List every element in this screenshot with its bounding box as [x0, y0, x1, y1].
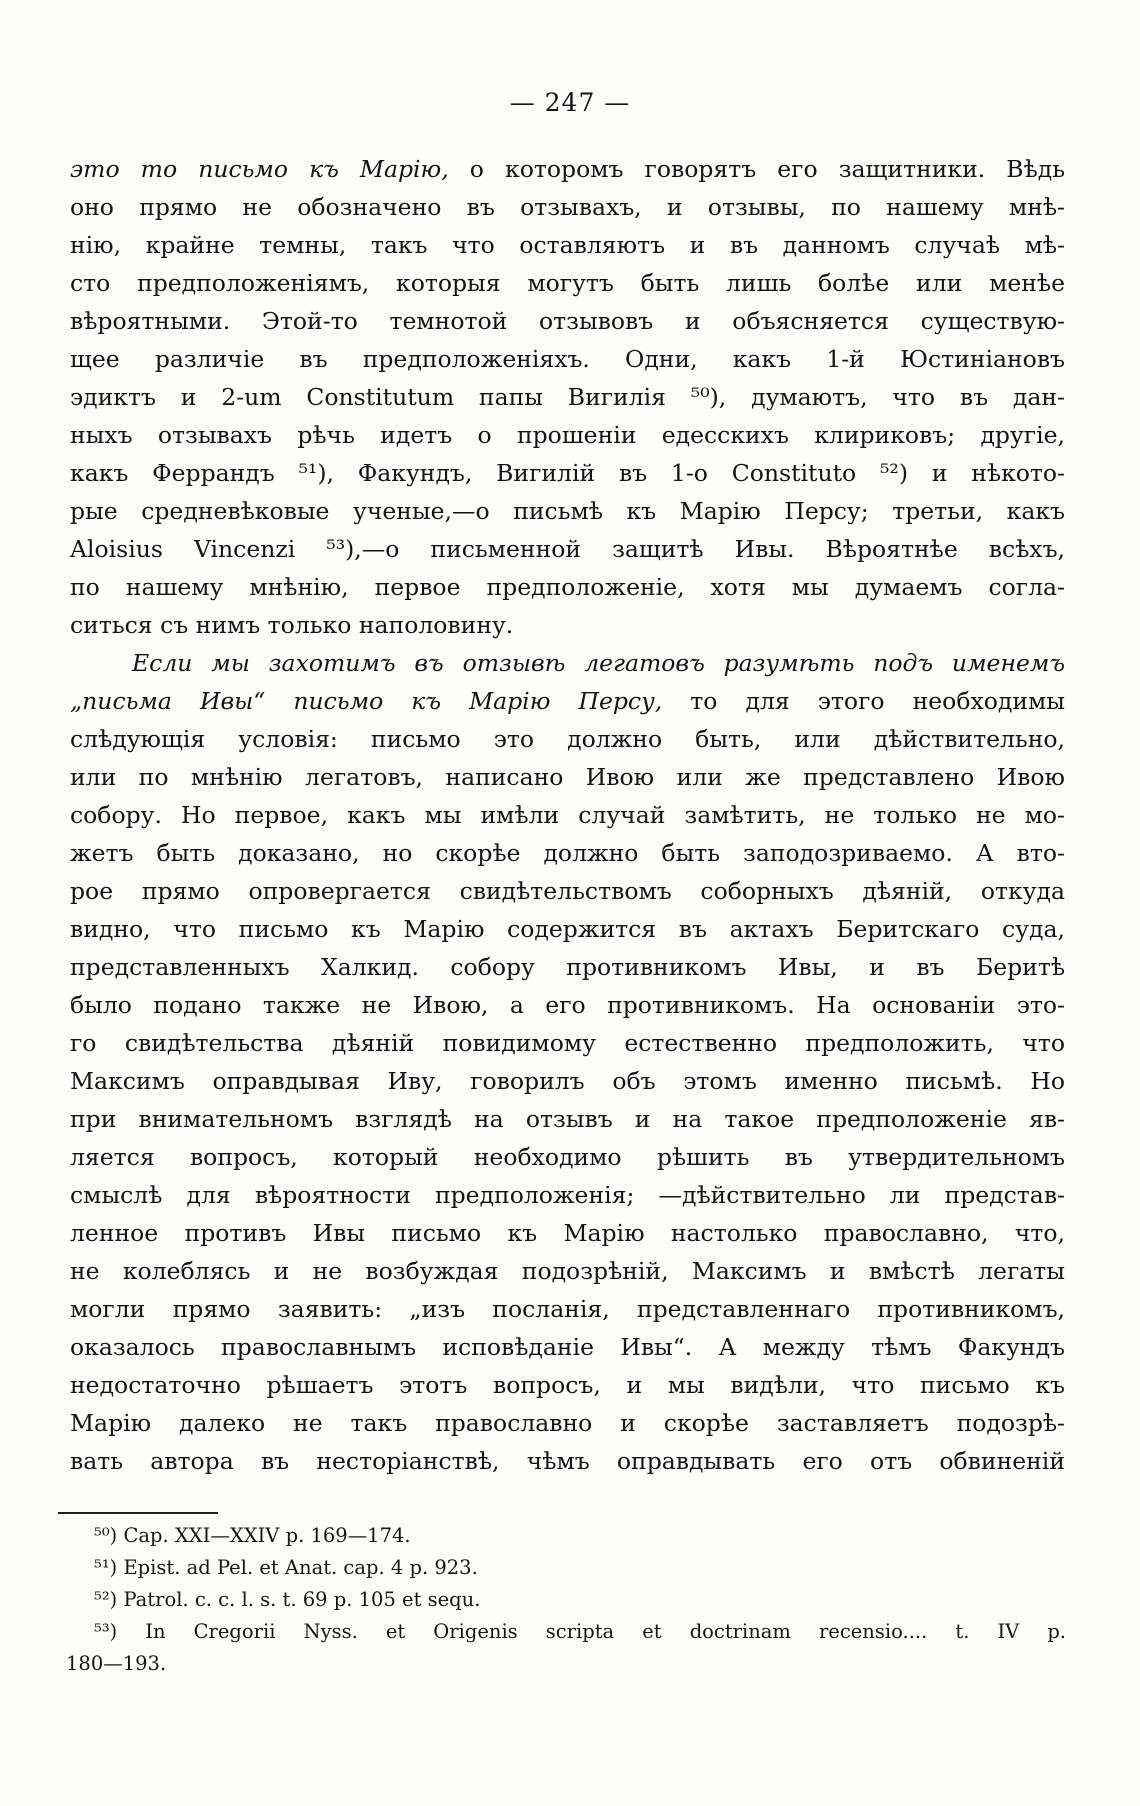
text-line-6: щее различіе въ предположеніяхъ. Одни, какъ 1-й Юстиніановъ [70, 345, 1065, 373]
text-line-3: нію, крайне темны, такъ что оставляютъ и въ данномъ случаѣ мѣ- [70, 231, 1065, 259]
text-line-33: недостаточно рѣшаетъ этотъ вопросъ, и мы видѣли, что письмо къ [70, 1371, 1065, 1399]
text-line-32: оказалось православнымъ исповѣданіе Ивы“. А между тѣмъ Факундъ [70, 1333, 1065, 1361]
text-line-7: эдиктъ и 2-um Constitutum папы Вигилія ⁵⁰), думаютъ, что въ дан- [70, 383, 1065, 411]
text-line-25: Максимъ оправдывая Иву, говорилъ объ этомъ именно письмѣ. Но [70, 1067, 1065, 1095]
text-line-12: по нашему мнѣнію, первое предположеніе, хотя мы думаемъ согла- [70, 573, 1065, 601]
footnote-divider [58, 1512, 218, 1514]
text-line-21: видно, что письмо къ Марію содержится въ актахъ Беритскаго суда, [70, 915, 1065, 943]
italic-phrase: „письма Ивы“ письмо къ Марію Персу, [70, 687, 663, 715]
text-line-15 [70, 682, 1065, 720]
footnote-53-continued: 180—193. [66, 1652, 167, 1675]
text-line-31: могли прямо заявить: „изъ посланія, представленнаго противникомъ, [70, 1295, 1065, 1323]
text-line-11: Aloisius Vincenzi ⁵³),—о письменной защитѣ Ивы. Вѣроятнѣе всѣхъ, [70, 535, 1065, 563]
text-line-34: Марію далеко не такъ православно и скорѣе заставляетъ подозрѣ- [70, 1409, 1065, 1437]
text-line-10: рые средневѣковые ученые,—о письмѣ къ Марію Персу; третьи, какъ [70, 497, 1065, 525]
text-line-17: или по мнѣнію легатовъ, написано Ивою или же представлено Ивою [70, 763, 1065, 791]
footnote-52: ⁵²) Patrol. c. c. l. s. t. 69 p. 105 et sequ. [94, 1588, 481, 1611]
text-line-14: Если мы захотимъ въ отзывѣ легатовъ разумѣть подъ именемъ [132, 649, 1065, 677]
line-rest: о которомъ говорятъ его защитники. Вѣдь [448, 155, 1066, 183]
footnote-50: ⁵⁰) Cap. XXI—XXIV p. 169—174. [94, 1524, 411, 1547]
footnote-53: ⁵³) In Cregorii Nyss. et Origenis scripta et doctrinam recensio.... t. IV p. [94, 1620, 1066, 1643]
text-line-26: при внимательномъ взглядѣ на отзывъ и на такое предположеніе яв- [70, 1105, 1065, 1133]
text-line-13: ситься съ нимъ только наполовину. [70, 611, 514, 639]
text-line-1 [70, 150, 1065, 188]
text-line-4: сто предположеніямъ, которыя могутъ быть лишь болѣе или менѣе [70, 269, 1065, 297]
text-line-27: ляется вопросъ, который необходимо рѣшить въ утвердительномъ [70, 1143, 1065, 1171]
footnotes [66, 1520, 1066, 1680]
text-line-9: какъ Феррандъ ⁵¹), Факундъ, Вигилій въ 1-о Constituto ⁵²) и нѣкото- [70, 459, 1065, 487]
text-line-24: го свидѣтельства дѣяній повидимому естественно предположить, что [70, 1029, 1065, 1057]
line-rest: то для этого необходимы [662, 687, 1065, 715]
page-number: — 247 — [509, 88, 631, 117]
text-line-8: ныхъ отзывахъ рѣчь идетъ о прошеніи едесскихъ клириковъ; другіе, [70, 421, 1065, 449]
text-line-5: вѣроятными. Этой-то темнотой отзывовъ и объясняется существую- [70, 307, 1065, 335]
text-line-35: вать автора въ несторіанствѣ, чѣмъ оправдывать его отъ обвиненій [70, 1447, 1065, 1475]
footnote-51: ⁵¹) Epist. ad Pel. et Anat. cap. 4 p. 923. [94, 1556, 478, 1579]
text-line-19: жетъ быть доказано, но скорѣе должно быть заподозриваемо. А вто- [70, 839, 1065, 867]
italic-phrase: это то письмо къ Марію, [70, 155, 449, 183]
text-line-16: слѣдующія условія: письмо это должно быть, или дѣйствительно, [70, 725, 1065, 753]
text-line-23: было подано также не Ивою, а его противникомъ. На основаніи это- [70, 991, 1065, 1019]
text-line-2: оно прямо не обозначено въ отзывахъ, и отзывы, по нашему мнѣ- [70, 193, 1065, 221]
text-line-28: смыслѣ для вѣроятности предположенія; —дѣйствительно ли представ- [70, 1181, 1065, 1209]
text-line-30: не колеблясь и не возбуждая подозрѣній, Максимъ и вмѣстѣ легаты [70, 1257, 1065, 1285]
text-line-18: собору. Но первое, какъ мы имѣли случай замѣтить, не только не мо- [70, 801, 1065, 829]
text-line-29: ленное противъ Ивы письмо къ Марію настолько православно, что, [70, 1219, 1065, 1247]
text-line-20: рое прямо опровергается свидѣтельствомъ соборныхъ дѣяній, откуда [70, 877, 1065, 905]
main-text [70, 150, 1065, 1480]
text-line-22: представленныхъ Халкид. собору противникомъ Ивы, и въ Беритѣ [70, 953, 1065, 981]
